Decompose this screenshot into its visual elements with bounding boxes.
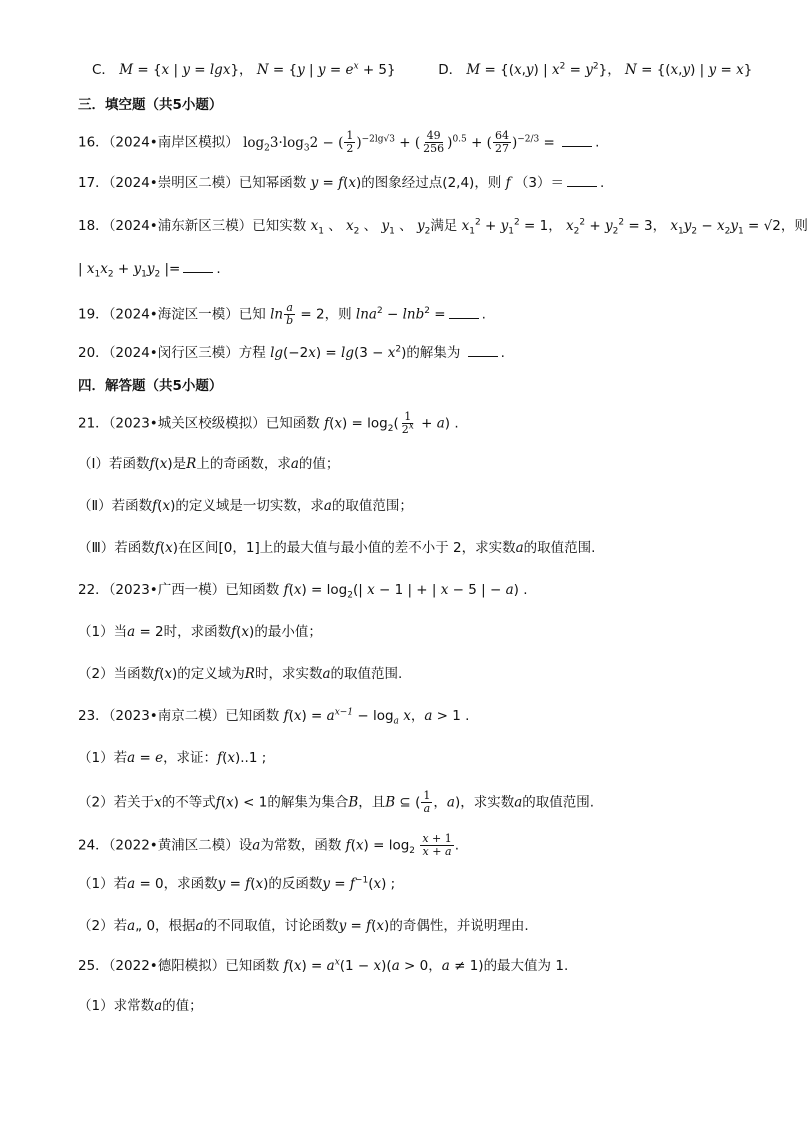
question-23: 23．（2023•南京二模）已知函数 $f(x) = a^{x-1} - \log_a x$，a > 1 . (78, 707, 470, 727)
question-22-part-2: （2）当函数f(x)的定义域为R时，求实数a的取值范围. (78, 666, 403, 682)
question-21-part-2: （Ⅱ）若函数f(x)的定义域是一切实数，求a的取值范围； (78, 498, 413, 514)
q15-options-line: C． M = {x | y = lgx}， N = {y | $y = e^x + 5$} D． M = {(x,y) | $x^2 = y^2$}， N = {(x,y) | y = x} (92, 61, 753, 78)
option-c-label: C． (92, 62, 115, 78)
question-21: 21．（2023•城关区校级模拟）已知函数 $f(x) = \log_2$( $\frac{1}{2^x}$ + a) . (78, 410, 459, 436)
question-21-part-3: （Ⅲ）若函数f(x)在区间[0，1]上的最大值与最小值的差不小于 2，求实数a的取值范围. (78, 540, 596, 556)
question-23-part-1: （1）若a = e，求证：f(x)..1 ; (78, 750, 267, 766)
question-20: 20．（2024•闵行区三模）方程 $\lg(-2x) = \lg(3 - x^2)$的解集为 . (78, 344, 505, 361)
question-16: 16．（2024•南岸区模拟） $\log_23\cdot\log_32$ − ( $\frac{1}{2}$ )$^{-2lg√3}$ + ( $\frac{49}{256}$ )$^{0.5}$ + ( $\frac{64}{27}$ )$^{-2/3}$ = . (78, 129, 600, 155)
question-18-cont: | $x_1x_2 + y_1y_2$ |= . (78, 261, 221, 280)
answer-blank[interactable] (468, 344, 498, 357)
question-23-part-2: （2）若关于x的不等式f(x) < 1的解集为集合B，且B ⊆ ( $\frac{1}{a}$ ，a)，求实数a的取值范围. (78, 789, 595, 815)
section-3-heading: 三．填空题（共5小题） (78, 97, 223, 113)
question-18: 18．（2024•浦东新区三模）已知实数 $x_1$ 、 $x_2$ 、 $y_1$ 、 $y_2$满足 $x_1^2 + y_1^2 = 1$， $x_2^2 + y_2^2 = 3$， $x_1y_2 - x_2y_1 = √2$，则 (78, 217, 808, 237)
question-25: 25．（2022•德阳模拟）已知函数 $f(x) = a^x(1 - x)(a > 0$，a ≠ 1)的最大值为 1. (78, 957, 569, 974)
question-22-part-1: （1）当a = 2时，求函数f(x)的最小值； (78, 624, 322, 640)
answer-blank[interactable] (183, 260, 213, 273)
question-17: 17．（2024•崇明区二模）已知幂函数 y = f(x)的图象经过点(2,4)，则 f （3）＝ . (78, 175, 605, 191)
question-25-part-1: （1）求常数a的值； (78, 998, 203, 1014)
question-22: 22．（2023•广西一模）已知函数 $f(x) = \log_2(|$ x − 1 | + | x − 5 | − a) . (78, 582, 528, 601)
answer-blank[interactable] (449, 306, 479, 319)
question-24: 24．（2022•黄浦区二模）设a为常数，函数 $f(x) = \log_2$ $\frac{x + 1}{x + a}$ . (78, 832, 460, 858)
answer-blank[interactable] (562, 134, 592, 147)
section-4-heading: 四．解答题（共5小题） (78, 378, 223, 394)
question-21-part-1: （Ⅰ）若函数f(x)是R上的奇函数，求a的值； (78, 456, 340, 472)
question-24-part-2: （2）若a„ 0，根据a的不同取值，讨论函数y = f(x)的奇偶性，并说明理由. (78, 918, 529, 934)
question-19: 19．（2024•海淀区一模）已知 ln $\frac{a}{b}$ = 2，则 lna$^2$ − lnb$^2$ = . (78, 301, 486, 327)
question-24-part-1: （1）若a = 0，求函数y = f(x)的反函数$y = f^{-1}(x)$ ; (78, 875, 396, 892)
answer-blank[interactable] (567, 174, 597, 187)
option-d-label: D． (438, 62, 463, 78)
